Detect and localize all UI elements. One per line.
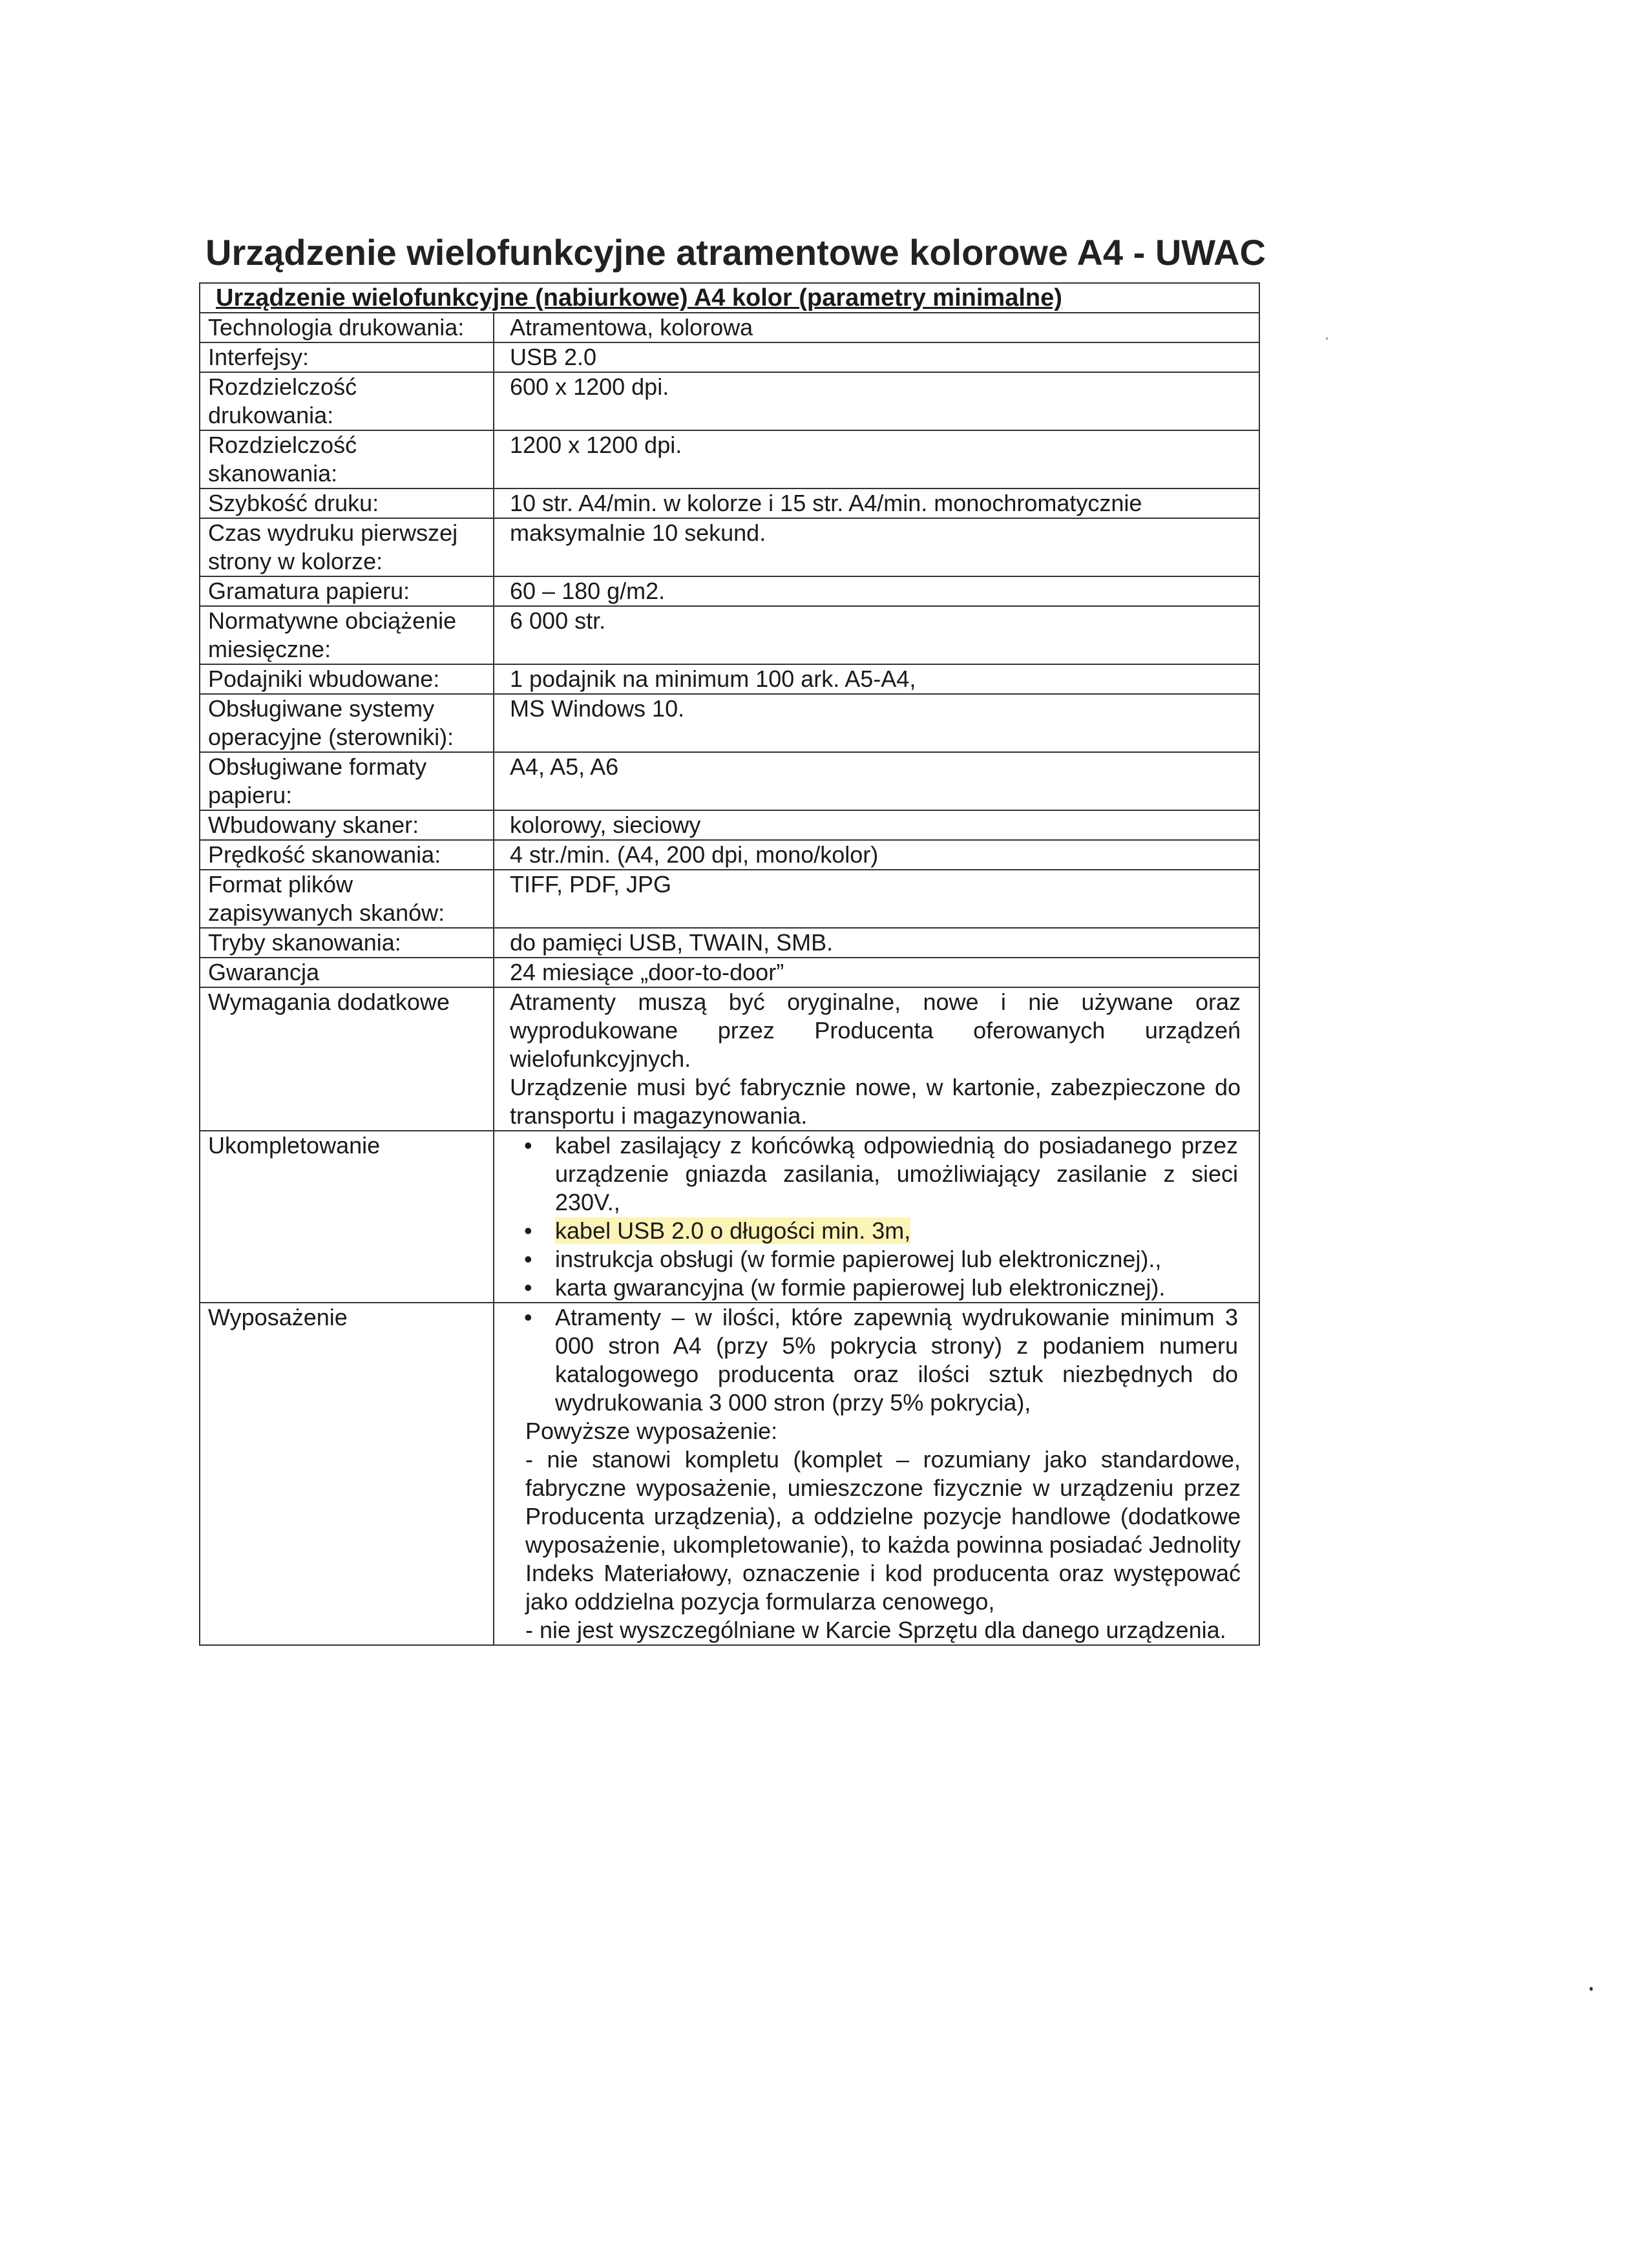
row-label: Normatywne obciążenie miesięczne:: [200, 606, 494, 664]
row-label: Rozdzielczość drukowania:: [200, 372, 494, 430]
table-row: [200, 694, 1259, 752]
row-label: Format plików zapisywanych skanów:: [200, 870, 494, 928]
row-label: Rozdzielczość skanowania:: [200, 430, 494, 488]
row-value: USB 2.0: [494, 342, 1259, 372]
row-label: Gramatura papieru:: [200, 576, 494, 606]
row-value: 10 str. A4/min. w kolorze i 15 str. A4/min. monochromatycznie: [494, 488, 1259, 518]
table-row: [200, 928, 1259, 958]
table-row: [200, 752, 1259, 810]
row-value: [494, 1131, 1259, 1303]
table-row: [200, 606, 1259, 664]
document-title: Urządzenie wielofunkcyjne atramentowe kolorowe A4 - UWAC: [205, 232, 1266, 273]
row-value: TIFF, PDF, JPG: [494, 870, 1259, 928]
scan-speck: [1590, 1987, 1593, 1991]
row-value: kolorowy, sieciowy: [494, 810, 1259, 840]
row-label: Prędkość skanowania:: [200, 840, 494, 870]
row-label: Wymagania dodatkowe: [200, 987, 494, 1131]
table-row: [200, 664, 1259, 694]
row-label: Obsługiwane systemy operacyjne (sterowniki):: [200, 694, 494, 752]
table-row-requirements: [200, 987, 1259, 1131]
requirements-paragraph: Urządzenie musi być fabrycznie nowe, w kartonie, zabezpieczone do transportu i magazynowania.: [510, 1074, 1241, 1129]
equipment-note: - nie stanowi kompletu (komplet – rozumiany jako standardowe, fabryczne wyposażenie, umieszczone fizycznie w urządzeniu przez Producenta urządzenia), a oddzielne pozycje handlowe (dodatkowe wyposażenie, ukompletowanie), to każda powinna posiadać Jednolity Indeks Materiałowy, oznaczenie i kod producenta oraz występować jako oddzielna pozycja formularza cenowego,: [525, 1446, 1241, 1615]
row-value: [494, 1303, 1259, 1645]
completeness-list: [510, 1131, 1251, 1302]
table-row: [200, 840, 1259, 870]
row-label: Obsługiwane formaty papieru:: [200, 752, 494, 810]
list-item: • karta gwarancyjna (w formie papierowej lub elektronicznej).: [555, 1274, 1238, 1302]
table-row: [200, 342, 1259, 372]
row-label: Interfejsy:: [200, 342, 494, 372]
table-header-row: [200, 283, 1259, 313]
table-header: Urządzenie wielofunkcyjne (nabiurkowe) A4 kolor (parametry minimalne): [200, 283, 1259, 313]
table-row: [200, 488, 1259, 518]
equipment-note: - nie jest wyszczególniane w Karcie Sprzętu dla danego urządzenia.: [525, 1617, 1226, 1643]
row-label: Technologia drukowania:: [200, 313, 494, 342]
table-row: [200, 958, 1259, 987]
list-item: • instrukcja obsługi (w formie papierowej lub elektronicznej).,: [555, 1245, 1238, 1274]
table-row: [200, 372, 1259, 430]
table-row: [200, 313, 1259, 342]
table-row: [200, 870, 1259, 928]
row-label: Wbudowany skaner:: [200, 810, 494, 840]
row-value: 1200 x 1200 dpi.: [494, 430, 1259, 488]
row-label: Gwarancja: [200, 958, 494, 987]
row-value: 6 000 str.: [494, 606, 1259, 664]
row-value: 60 – 180 g/m2.: [494, 576, 1259, 606]
row-value: do pamięci USB, TWAIN, SMB.: [494, 928, 1259, 958]
spec-table-body: [200, 313, 1259, 1645]
highlighted-text: kabel USB 2.0 o długości min. 3m,: [555, 1217, 911, 1244]
row-value: 24 miesiące „door-to-door”: [494, 958, 1259, 987]
list-item: • kabel zasilający z końcówką odpowiednią do posiadanego przez urządzenie gniazda zasilania, umożliwiający zasilanie z sieci 230V.,: [555, 1131, 1238, 1217]
row-value: 600 x 1200 dpi.: [494, 372, 1259, 430]
table-row: [200, 810, 1259, 840]
equipment-list: [510, 1303, 1251, 1417]
requirements-paragraph: Atramenty muszą być oryginalne, nowe i nie używane oraz wyprodukowane przez Producenta oferowanych urządzeń wielofunkcyjnych.: [510, 989, 1241, 1072]
list-item: • Atramenty – w ilości, które zapewnią wydrukowanie minimum 3 000 stron A4 (przy 5% pokrycia strony) z podaniem numeru katalogowego producenta oraz ilości sztuk niezbędnych do wydrukowania 3 000 stron (przy 5% pokrycia),: [555, 1303, 1238, 1417]
row-label: Ukompletowanie: [200, 1131, 494, 1303]
table-row: [200, 576, 1259, 606]
table-row-completeness: [200, 1131, 1259, 1303]
scan-speck: [1326, 337, 1328, 340]
row-label: Tryby skanowania:: [200, 928, 494, 958]
row-value: Atramentowa, kolorowa: [494, 313, 1259, 342]
row-value: maksymalnie 10 sekund.: [494, 518, 1259, 576]
equipment-heading: Powyższe wyposażenie:: [525, 1418, 778, 1444]
row-label: Czas wydruku pierwszej strony w kolorze:: [200, 518, 494, 576]
row-label: Szybkość druku:: [200, 488, 494, 518]
row-label: Podajniki wbudowane:: [200, 664, 494, 694]
table-row: [200, 430, 1259, 488]
row-value: A4, A5, A6: [494, 752, 1259, 810]
row-value: [494, 987, 1259, 1131]
row-value: MS Windows 10.: [494, 694, 1259, 752]
table-row: [200, 518, 1259, 576]
spec-table: [199, 282, 1260, 1646]
row-value: 4 str./min. (A4, 200 dpi, mono/kolor): [494, 840, 1259, 870]
row-label: Wyposażenie: [200, 1303, 494, 1645]
list-item: [555, 1217, 1238, 1245]
table-row-equipment: [200, 1303, 1259, 1645]
row-value: 1 podajnik na minimum 100 ark. A5-A4,: [494, 664, 1259, 694]
